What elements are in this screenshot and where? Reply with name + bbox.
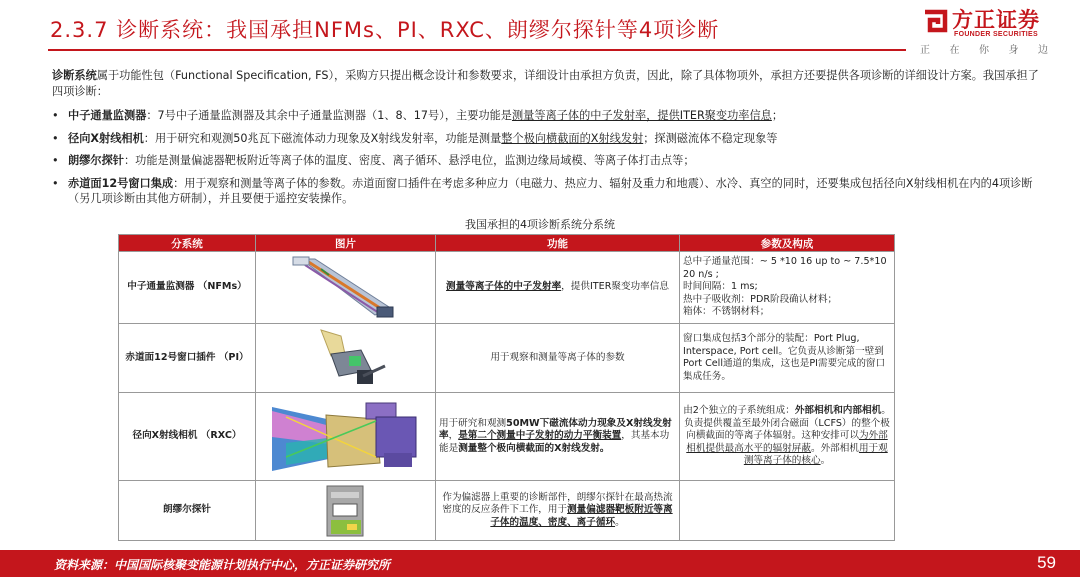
bullet-text: ：7号中子通量监测器及其余中子通量监测器（1、8、17号），主要功能是 [146, 109, 512, 122]
slogan-char: 正 [920, 45, 930, 56]
subsystem-name: 朗缪尔探针 [119, 481, 256, 541]
table-row [119, 481, 895, 541]
slogan-char: 边 [1038, 45, 1048, 56]
company-logo [922, 4, 1052, 38]
bullet-label: 朗缪尔探针 [68, 154, 124, 167]
bullet-tail: ；探测磁流体不稳定现象等 [643, 131, 778, 145]
table-row [119, 393, 895, 481]
function-cell [436, 393, 680, 481]
function-text: ，其基本功能是 [439, 430, 670, 454]
subsystem-name: 中子通量监测器 （NFMs） [119, 252, 256, 324]
function-text: ， [448, 430, 459, 442]
param-text: 由2个独立的子系统组成： [683, 405, 795, 417]
page-title: 2.3.7 诊断系统：我国承担NFMs、PI、RXC、朗缪尔探针等4项诊断 [50, 18, 720, 42]
params-cell-empty [680, 481, 895, 541]
bullet-text: ：用于观察和测量等离子体的参数。赤道面窗口插件在考虑多种应力（电磁力、热应力、辐射及重力和地震）、水冷、真空的同时，还要集成包括径向X射线相机在内的4项诊断（另几项诊断由其他方研制），并且要便于遥控安装操作。 [68, 176, 1033, 205]
function-bold: 测量整个极向横截面的X射线发射。 [458, 442, 610, 454]
bullet-label: 赤道面12号窗口集成 [68, 176, 174, 190]
subsystem-name: 赤道面12号窗口插件 （PI） [119, 324, 256, 393]
param-text: 。外部相机 [810, 442, 859, 454]
x-ray-camera-illustration [266, 397, 426, 477]
column-header: 图片 [256, 235, 436, 252]
param-underlined: 用于观测等离子体的核心 [743, 442, 888, 467]
param-line: 热中子吸收剂：PDR阶段确认材料； [683, 293, 838, 305]
bullet-tail: ； [771, 109, 784, 122]
table-row [119, 252, 895, 324]
bullet-underlined-text: 测量等离子体的中子发射率，提供ITER聚变功率信息 [511, 109, 772, 122]
params-cell [680, 393, 895, 481]
function-cell: 用于观察和测量等离子体的参数 [436, 324, 680, 393]
logo-mark-icon [922, 8, 948, 34]
param-text: 。 [820, 455, 831, 467]
bullet-item [52, 108, 1047, 123]
param-underlined: 为外部相机提供最高水平的辐射屏蔽 [686, 430, 888, 454]
column-header: 功能 [436, 235, 680, 252]
table-caption: 我国承担的4项诊断系统分系统 [465, 218, 615, 231]
function-text: 。 [615, 516, 625, 528]
bullet-text: ：功能是测量偏滤器靶板附近等离子体的温度、密度、离子循环、悬浮电位，监测边缘局域模、等离子体打击点等； [123, 154, 695, 167]
bullet-item [52, 176, 1047, 206]
intro-label: 诊断系统 [52, 69, 97, 82]
function-cell [436, 252, 680, 324]
param-line: 箱体：不锈钢材料； [683, 306, 770, 318]
bullet-underlined-text: 整个极向横截面的X射线发射 [501, 131, 644, 145]
rxc-image-cell [256, 393, 436, 481]
slogan [920, 41, 1048, 56]
bullet-label: 中子通量监测器 [68, 109, 147, 122]
title-underline [48, 49, 906, 51]
bullet-text: ：用于研究和观测50兆瓦下磁流体动力现象及X射线发射率，功能是测量 [143, 131, 502, 145]
column-header: 参数及构成 [680, 235, 895, 252]
bullet-label: 径向X射线相机 [68, 131, 144, 145]
diagnostics-bullet-list [52, 108, 1047, 213]
slogan-char: 身 [1008, 45, 1019, 56]
function-text: 用于研究和观测 [439, 417, 507, 429]
intro-paragraph [52, 68, 1042, 99]
function-text: ，提供ITER聚变功率信息 [561, 281, 669, 293]
bullet-item [52, 153, 1047, 168]
logo-english-name: FOUNDER SECURITIES [954, 31, 1038, 38]
column-header: 分系统 [119, 235, 256, 252]
diagnostics-subsystem-table [118, 234, 895, 541]
param-bold: 外部相机和内部相机 [794, 405, 882, 417]
langmuir-probe-illustration [321, 484, 371, 538]
param-line: 时间间隔：1 ms; [683, 281, 758, 293]
intro-text: 属于功能性包（Functional Specification, FS），采购方只提出概念设计和参数要求，详细设计由承担方负责，因此，除了具体物项外，承担方还要提供各项诊断的详细设计方案。我国承担了四项诊断： [52, 69, 1039, 98]
function-emphasis: 是第二个测量中子发射的动力平衡装置 [458, 430, 622, 442]
table-header-row [119, 235, 895, 252]
function-text: 作为偏滤器上重要的诊断部件，朗缪尔探针在最高热流密度的反应条件下工作，用于 [442, 491, 673, 516]
params-cell: 窗口集成包括3个部分的装配：Port Plug, Interspace, Port cell。它负责从诊断第一壁到Port Cell通道的集成，这也是PI需要完成的窗口集成任务。 [680, 324, 895, 393]
function-cell [436, 481, 680, 541]
function-emphasis: 测量等离子体的中子发射率 [446, 281, 562, 293]
params-cell [680, 252, 895, 324]
slogan-char: 在 [949, 45, 960, 56]
port-plug-illustration [301, 326, 391, 390]
slogan-char: 你 [979, 45, 989, 56]
param-line: 总中子通量范围：~ 5 *10 16 up to ~ 7.5*10 20 n/s ; [683, 256, 887, 280]
param-text: 。负责提供覆盖至最外闭合磁面（LCFS）的整个极向横截面的等离子体辐射。这种安排可以 [684, 405, 891, 442]
pi-image-cell [256, 324, 436, 393]
neutron-monitor-illustration [291, 255, 401, 321]
page-number: 59 [1037, 553, 1056, 572]
nfm-image-cell [256, 252, 436, 324]
footer-source: 资料来源：中国国际核聚变能源计划执行中心，方正证券研究所 [54, 558, 391, 572]
table-row [119, 324, 895, 393]
subsystem-name: 径向X射线相机 （RXC） [119, 393, 256, 481]
probe-image-cell [256, 481, 436, 541]
bullet-item [52, 131, 1047, 146]
function-emphasis: 测量偏滤器靶板附近等离子体的温度、密度、离子循环 [490, 504, 673, 528]
logo-name: 方正证券 [952, 8, 1040, 32]
function-bold: 50MW下磁流体动力现象及X射线发射率 [439, 417, 672, 442]
